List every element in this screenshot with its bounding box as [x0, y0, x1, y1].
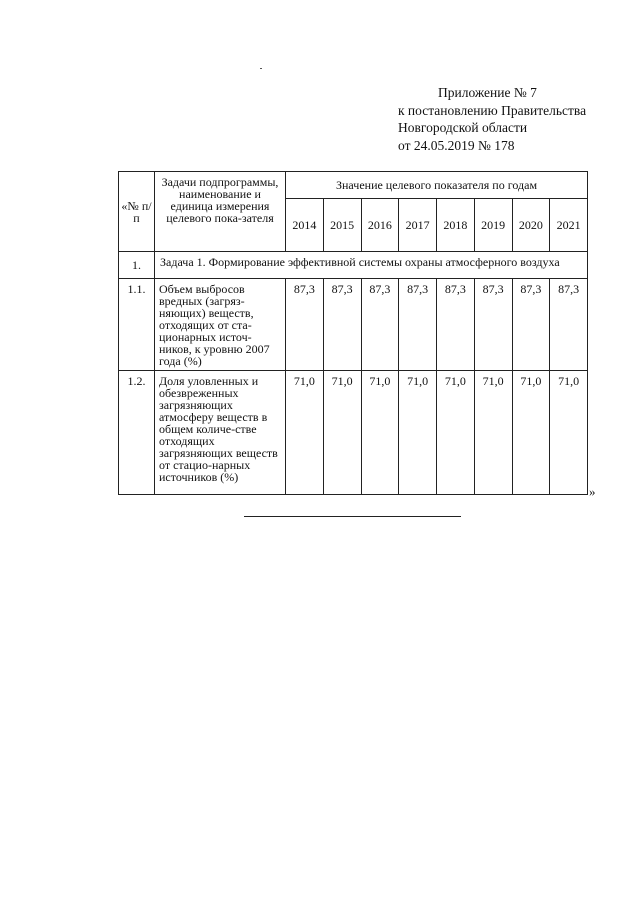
- table-row: [119, 279, 588, 371]
- task-number: 1.: [119, 252, 155, 279]
- task-row: [119, 252, 588, 279]
- closing-quote: »: [589, 484, 596, 499]
- header-row-number: «№ п/п: [119, 172, 155, 252]
- indicator-value: 71,0: [399, 371, 437, 495]
- header-task-name: Задачи подпрограммы, наименование и единица измерения целевого пока-зателя: [155, 172, 286, 252]
- scan-mark: [260, 68, 262, 69]
- appendix-reference: к постановлению Правительства: [398, 102, 587, 118]
- indicator-value: 87,3: [550, 279, 588, 371]
- indicator-value: 71,0: [512, 371, 550, 495]
- row-number: 1.1.: [119, 279, 155, 371]
- header-year: 2014: [286, 199, 324, 252]
- indicator-value: 71,0: [474, 371, 512, 495]
- indicator-value: 87,3: [361, 279, 399, 371]
- task-title: Задача 1. Формирование эффективной системы охраны атмосферного воздуха: [155, 252, 588, 279]
- indicator-value: 87,3: [512, 279, 550, 371]
- indicator-value: 71,0: [286, 371, 324, 495]
- indicator-value: 87,3: [286, 279, 324, 371]
- indicator-value: 71,0: [550, 371, 588, 495]
- indicator-name: Объем выбросов вредных (загряз-няющих) веществ, отходящих от ста-ционарных источ-ников, к уровню 2007 года (%): [155, 279, 286, 371]
- indicator-value: 87,3: [323, 279, 361, 371]
- indicator-value: 87,3: [399, 279, 437, 371]
- appendix-header: [398, 84, 586, 154]
- header-year: 2019: [474, 199, 512, 252]
- header-year: 2016: [361, 199, 399, 252]
- header-values-by-year: Значение целевого показателя по годам: [286, 172, 588, 199]
- indicator-value: 87,3: [437, 279, 475, 371]
- appendix-date-number: от 24.05.2019 № 178: [398, 137, 515, 153]
- header-year: 2021: [550, 199, 588, 252]
- indicator-name: Доля уловленных и обезвреженных загрязняющих атмосферу веществ в общем количе-стве отходящих загрязняющих веществ от стацио-нарных источников (%): [155, 371, 286, 495]
- header-year: 2020: [512, 199, 550, 252]
- appendix-region: Новгородской области: [398, 120, 528, 135]
- end-divider: [244, 516, 461, 517]
- indicator-value: 71,0: [361, 371, 399, 495]
- indicators-table: [118, 171, 588, 495]
- header-year: 2017: [399, 199, 437, 252]
- indicator-value: 71,0: [323, 371, 361, 495]
- row-number: 1.2.: [119, 371, 155, 495]
- appendix-title: Приложение № 7: [438, 85, 537, 100]
- header-year: 2015: [323, 199, 361, 252]
- indicator-value: 87,3: [474, 279, 512, 371]
- table-row: [119, 371, 588, 495]
- indicator-value: 71,0: [437, 371, 475, 495]
- header-year: 2018: [437, 199, 475, 252]
